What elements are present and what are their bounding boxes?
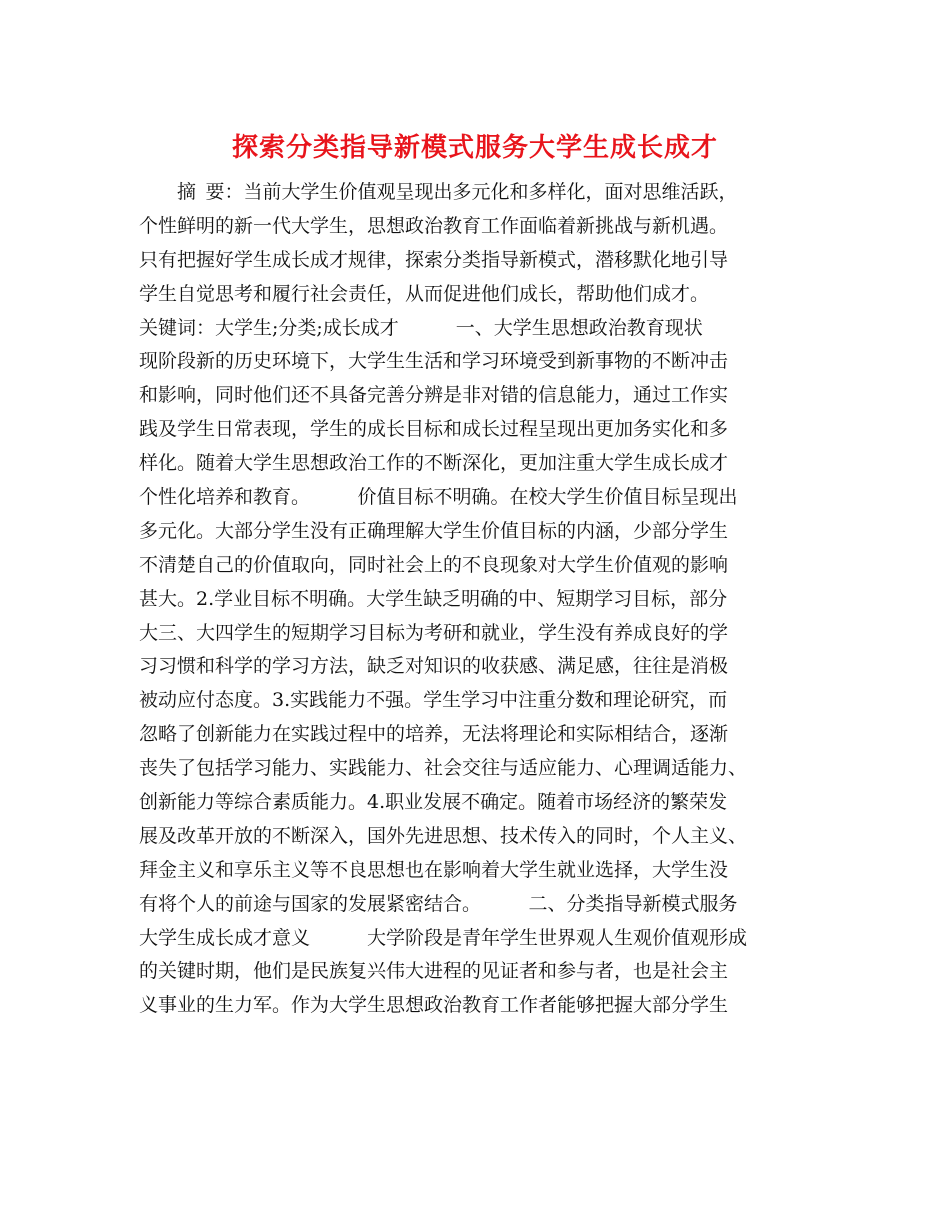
body-text-line: 不清楚自己的价值取向，同时社会上的不良现象对大学生价值观的影响 xyxy=(139,553,729,576)
body-text-line: 甚大。2.学业目标不明确。大学生缺乏明确的中、短期学习目标，部分 xyxy=(139,587,728,610)
body-text-line: 学生自觉思考和履行社会责任，从而促进他们成长，帮助他们成才。 xyxy=(139,282,710,305)
body-text-line: 摘 要：当前大学生价值观呈现出多元化和多样化，面对思维活跃， xyxy=(139,181,738,203)
body-text-line: 大三、大四学生的短期学习目标为考研和就业，学生没有养成良好的学 xyxy=(139,621,729,644)
body-text-line: 忽略了创新能力在实践过程中的培养，无法将理论和实际相结合，逐渐 xyxy=(139,723,729,746)
body-text-line: 现阶段新的历史环境下，大学生生活和学习环境受到新事物的不断冲击 xyxy=(139,350,729,373)
body-text-line: 义事业的生力军。作为大学生思想政治教育工作者能够把握大部分学生 xyxy=(139,994,729,1017)
body-text-line: 和影响，同时他们还不具备完善分辨是非对错的信息能力，通过工作实 xyxy=(139,384,729,407)
body-text-line: 创新能力等综合素质能力。4.职业发展不确定。随着市场经济的繁荣发 xyxy=(139,791,728,814)
body-text-line: 展及改革开放的不断深入，国外先进思想、技术传入的同时，个人主义、 xyxy=(139,824,748,847)
body-text-line: 关键词：大学生;分类;成长成才 一、大学生思想政治教育现状 xyxy=(139,316,703,339)
body-text-line: 个性鲜明的新一代大学生，思想政治教育工作面临着新挑战与新机遇。 xyxy=(139,214,729,237)
body-text-line: 有将个人的前途与国家的发展紧密结合。 二、分类指导新模式服务 xyxy=(139,892,738,915)
body-text-line: 只有把握好学生成长成才规律，探索分类指导新模式，潜移默化地引导 xyxy=(139,248,729,271)
document-body xyxy=(139,176,819,1023)
body-text-line: 个性化培养和教育。 价值目标不明确。在校大学生价值目标呈现出 xyxy=(139,486,738,509)
body-text-line: 丧失了包括学习能力、实践能力、社会交往与适应能力、心理调适能力、 xyxy=(139,757,748,780)
body-text-line: 习习惯和科学的学习方法，缺乏对知识的收获感、满足感，往往是消极 xyxy=(139,655,729,678)
body-text-line: 的关键时期，他们是民族复兴伟大进程的见证者和参与者，也是社会主 xyxy=(139,960,729,983)
body-text-line: 践及学生日常表现，学生的成长目标和成长过程呈现出更加务实化和多 xyxy=(139,418,729,441)
body-text-line: 样化。随着大学生思想政治工作的不断深化，更加注重大学生成长成才 xyxy=(139,452,729,475)
body-text-line: 拜金主义和享乐主义等不良思想也在影响着大学生就业选择，大学生没 xyxy=(139,858,729,881)
body-text-line: 多元化。大部分学生没有正确理解大学生价值目标的内涵，少部分学生 xyxy=(139,519,729,542)
document-title: 探索分类指导新模式服务大学生成长成才 xyxy=(231,133,718,163)
body-text-line: 被动应付态度。3.实践能力不强。学生学习中注重分数和理论研究，而 xyxy=(139,689,728,712)
body-text-line: 大学生成长成才意义 大学阶段是青年学生世界观人生观价值观形成 xyxy=(139,926,748,949)
